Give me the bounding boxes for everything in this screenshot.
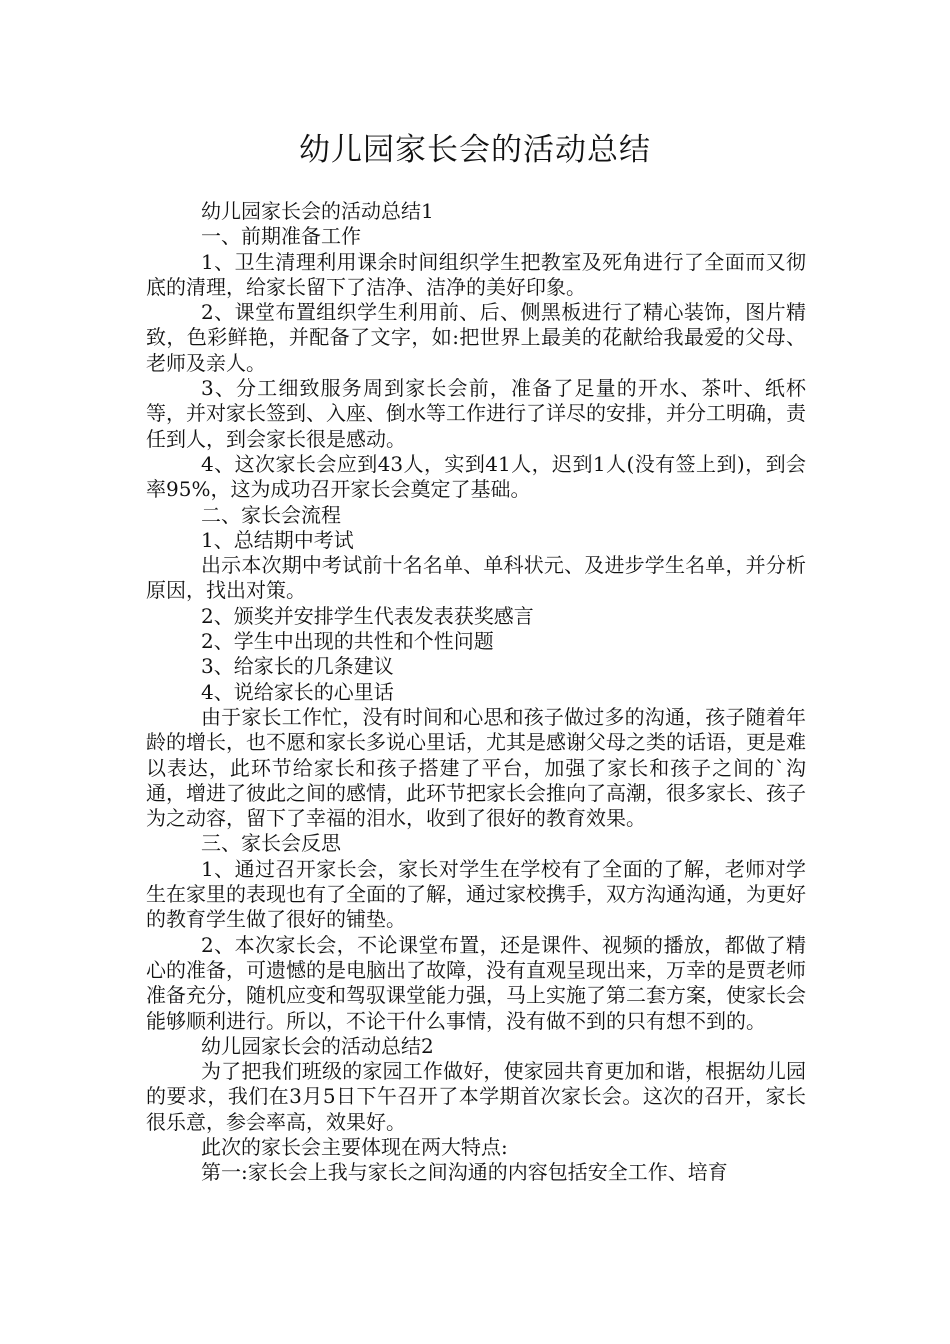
paragraph: 出示本次期中考试前十名名单、单科状元、及进步学生名单，并分析原因，找出对策。	[146, 553, 806, 603]
document-body	[146, 199, 806, 1186]
paragraph: 由于家长工作忙，没有时间和心思和孩子做过多的沟通，孩子随着年龄的增长，也不愿和家长多说心里话，尤其是感谢父母之类的话语，更是难以表达，此环节给家长和孩子搭建了平台，加强了家长和孩子之间的`沟通，增进了彼此之间的感情，此环节把家长会推向了高潮，很多家长、孩子为之动容，留下了幸福的泪水，收到了很好的教育效果。	[146, 704, 806, 831]
paragraph: 此次的家长会主要体现在两大特点:	[201, 1134, 508, 1159]
paragraph: 4、这次家长会应到43人，实到41人，迟到1人(没有签上到)，到会率95%，这为成功召开家长会奠定了基础。	[146, 451, 806, 502]
list-item: 3、给家长的几条建议	[201, 654, 394, 679]
paragraph: 1、通过召开家长会，家长对学生在学校有了全面的了解，老师对学生在家里的表现也有了全面的了解，通过家校携手，双方沟通沟通，为更好的教育学生做了很好的铺垫。	[146, 856, 806, 932]
paragraph: 1、卫生清理利用课余时间组织学生把教室及死角进行了全面而又彻底的清理，给家长留下了洁净、洁净的美好印象。	[146, 249, 806, 299]
section-heading: 幼儿园家长会的活动总结2	[201, 1033, 434, 1058]
subsection-heading: 二、家长会流程	[201, 502, 341, 527]
subsection-heading: 一、前期准备工作	[201, 224, 361, 249]
paragraph: 2、课堂布置组织学生利用前、后、侧黑板进行了精心装饰，图片精致，色彩鲜艳，并配备了文字，如:把世界上最美的花献给我最爱的父母、老师及亲人。	[146, 300, 806, 375]
list-item: 2、颁奖并安排学生代表发表获奖感言	[201, 603, 534, 628]
list-item: 2、学生中出现的共性和个性问题	[201, 629, 494, 654]
paragraph: 为了把我们班级的家园工作做好，使家园共育更加和谐，根据幼儿园的要求，我们在3月5日下午召开了本学期首次家长会。这次的召开，家长很乐意，参会率高，效果好。	[146, 1059, 806, 1134]
section-heading: 幼儿园家长会的活动总结1	[201, 199, 434, 223]
subsection-heading: 三、家长会反思	[201, 831, 341, 856]
paragraph: 3、分工细致服务周到家长会前，准备了足量的开水、茶叶、纸杯等，并对家长签到、入座、倒水等工作进行了详尽的安排，并分工明确，责任到人，到会家长很是感动。	[146, 376, 806, 451]
paragraph: 第一:家长会上我与家长之间沟通的内容包括安全工作、培育	[201, 1160, 728, 1185]
document-title: 幼儿园家长会的活动总结	[299, 132, 651, 168]
paragraph: 2、本次家长会，不论课堂布置，还是课件、视频的播放，都做了精心的准备，可遗憾的是电脑出了故障，没有直观呈现出来，万幸的是贾老师准备充分，随机应变和驾驭课堂能力强，马上实施了第二套方案，使家长会能够顺利进行。所以，不论干什么事情，没有做不到的只有想不到的。	[146, 932, 806, 1033]
list-item: 1、总结期中考试	[201, 527, 354, 552]
list-item: 4、说给家长的心里话	[201, 679, 394, 704]
